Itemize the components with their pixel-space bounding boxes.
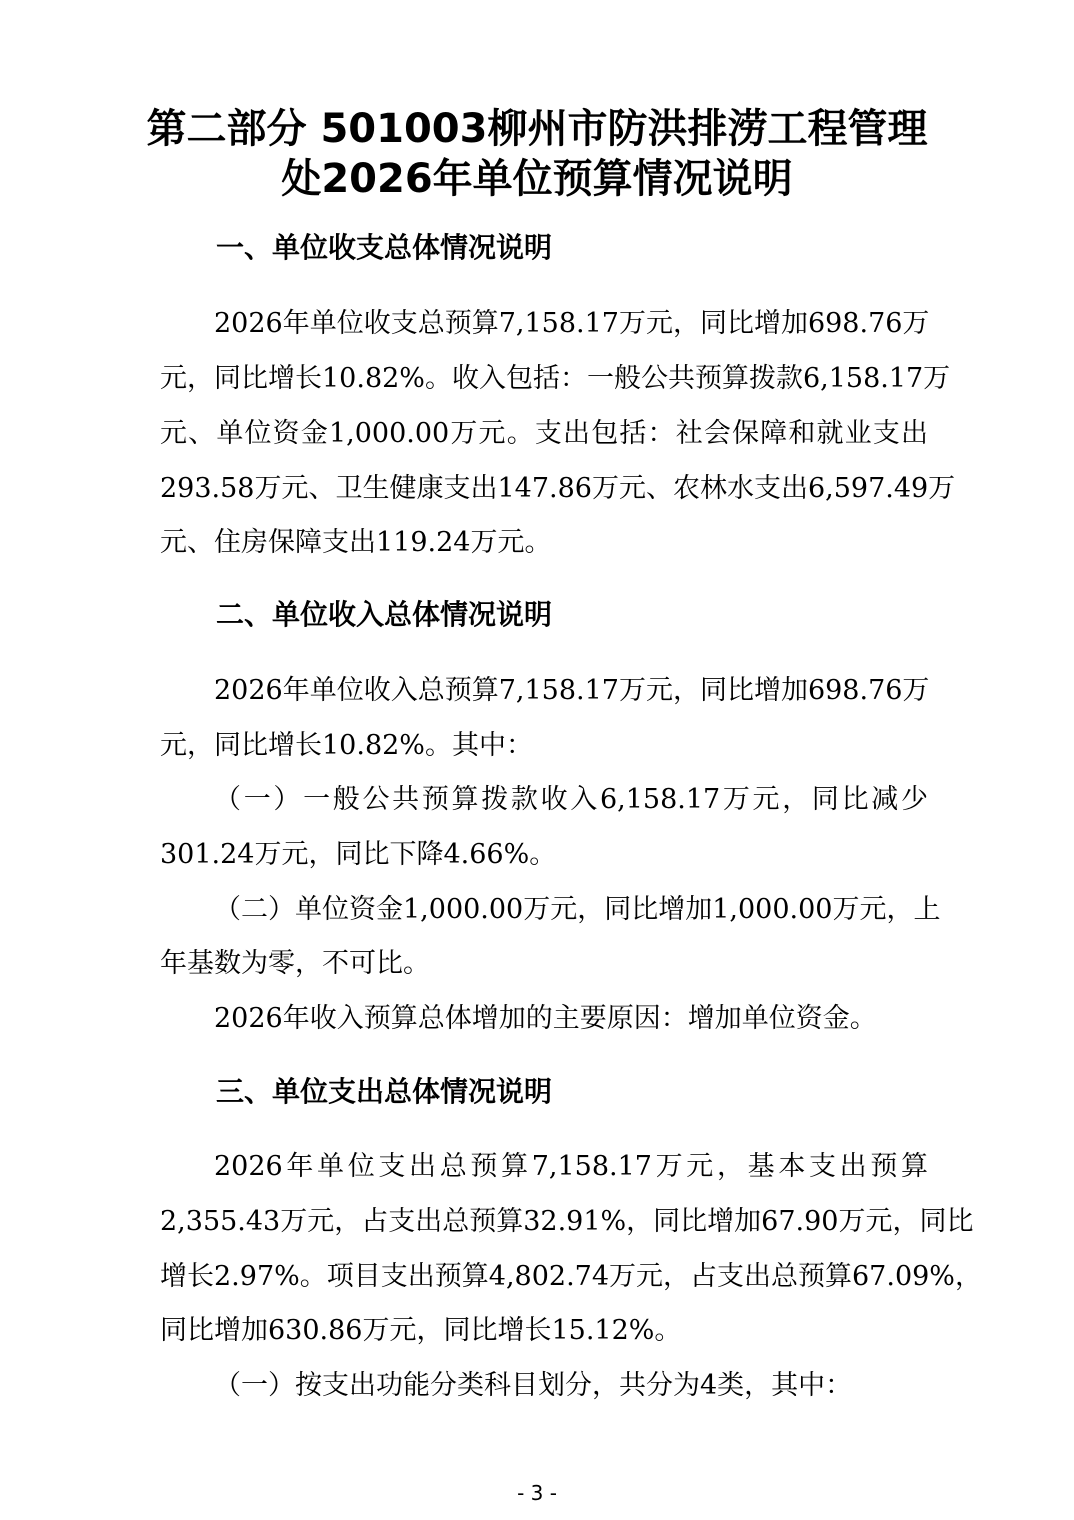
paragraph-line: 增长2.97%。项目支出预算4,802.74万元，占支出总预算67.09%， [160, 1261, 982, 1292]
title-line-2: 处2026年单位预算情况说明 [281, 156, 793, 202]
section-heading-3: 三、单位支出总体情况说明 [216, 1075, 553, 1108]
paragraph-line: 元，同比增长10.82%。收入包括：一般公共预算拨款6,158.17万 [160, 363, 951, 394]
paragraph-line: 2026年单位支出总预算7,158.17万元，基本支出预算 [214, 1151, 928, 1182]
paragraph-line: 293.58万元、卫生健康支出147.86万元、农林水支出6,597.49万 [160, 473, 956, 504]
paragraph-line: （一）一般公共预算拨款收入6,158.17万元，同比减少 [214, 784, 928, 815]
section-heading-1: 一、单位收支总体情况说明 [216, 231, 553, 264]
paragraph-line: 2,355.43万元，占支出总预算32.91%，同比增加67.90万元，同比 [160, 1206, 974, 1237]
paragraph-line: （一）按支出功能分类科目划分，共分为4类，其中： [214, 1370, 853, 1401]
paragraph-line: 2026年收入预算总体增加的主要原因：增加单位资金。 [214, 1003, 877, 1034]
paragraph-line: 同比增加630.86万元，同比增长15.12%。 [160, 1315, 682, 1346]
paragraph-line: 元、住房保障支出119.24万元。 [160, 527, 552, 558]
section-heading-2: 二、单位收入总体情况说明 [216, 598, 553, 631]
page-number: - 3 - [517, 1481, 557, 1505]
paragraph-line: 2026年单位收入总预算7,158.17万元，同比增加698.76万 [214, 675, 930, 706]
paragraph-line: 年基数为零，不可比。 [160, 948, 430, 979]
title-line-1: 第二部分 501003柳州市防洪排涝工程管理 [146, 106, 928, 152]
paragraph-line: 元，同比增长10.82%。其中： [160, 730, 533, 761]
page-title [60, 104, 1014, 204]
paragraph-line: 元、单位资金1,000.00万元。支出包括：社会保障和就业支出 [160, 418, 928, 449]
paragraph-line: 301.24万元，同比下降4.66%。 [160, 839, 557, 870]
paragraph-line: （二）单位资金1,000.00万元，同比增加1,000.00万元，上 [214, 894, 941, 925]
paragraph-line: 2026年单位收支总预算7,158.17万元，同比增加698.76万 [214, 308, 930, 339]
